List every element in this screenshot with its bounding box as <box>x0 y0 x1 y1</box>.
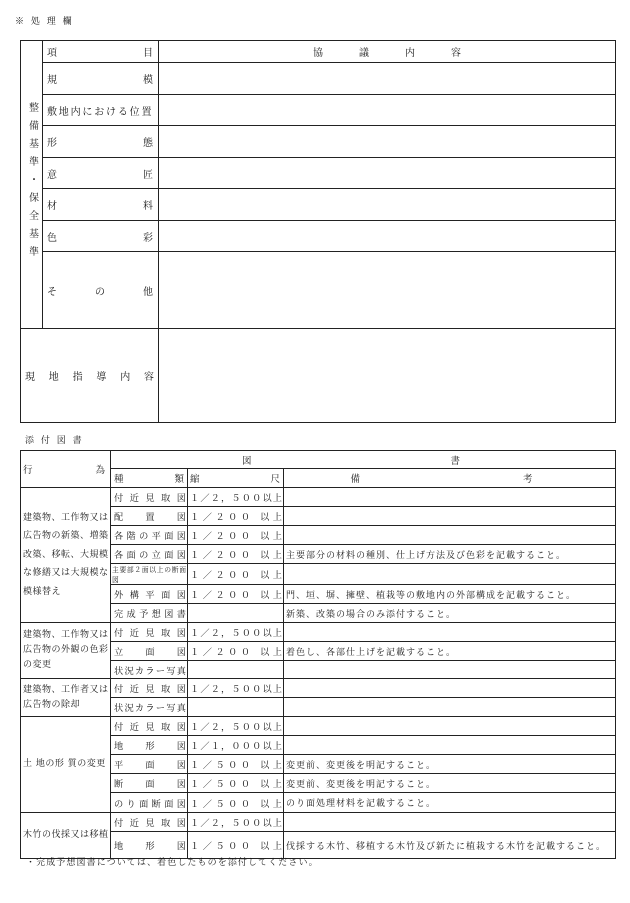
note-text: 伐採する木竹、移植する木竹及び新たに植栽する木竹を記載すること。 <box>286 841 607 852</box>
doc-type-cell <box>111 545 188 564</box>
table-row <box>21 661 616 679</box>
action-line: 建築物、工作物又は <box>23 512 109 523</box>
scale-cell <box>188 774 284 793</box>
table-row <box>21 507 616 526</box>
note-cell <box>284 793 616 813</box>
action-line: 模様替え <box>23 586 62 597</box>
doc-type: 状況カラー写真 <box>114 703 186 714</box>
doc-type-cell <box>111 717 188 736</box>
scale: １／１，０００以上 <box>190 741 282 752</box>
scale-cell <box>188 585 284 604</box>
note-cell <box>284 774 616 793</box>
category-label: 整備基準・保全基準 <box>26 102 38 264</box>
action-line: な修繕又は大規模な <box>23 568 109 579</box>
doc-type-cell <box>111 488 188 507</box>
scale: １／２，５００以上 <box>190 818 282 829</box>
scale: １／２，５００以上 <box>190 493 282 504</box>
note-cell <box>284 642 616 661</box>
action-cell <box>21 679 111 717</box>
processing-table <box>20 40 616 423</box>
scale: １／２００ 以上 <box>190 550 282 561</box>
scale: １／２００ 以上 <box>190 531 282 542</box>
header-type-cell <box>111 469 188 488</box>
doc-type-cell <box>111 604 188 623</box>
attachments-table <box>20 450 616 859</box>
action-line: 建築物、工作物又は <box>23 630 109 640</box>
note-cell <box>284 717 616 736</box>
header-content-cell <box>159 41 616 63</box>
content-cell <box>159 189 616 221</box>
table-row <box>21 604 616 623</box>
scale: １／５００ 以上 <box>190 779 282 790</box>
item-cell <box>43 158 159 189</box>
doc-type: 地 形 図 <box>114 741 186 752</box>
item-cell <box>43 252 159 329</box>
doc-type-cell <box>111 679 188 698</box>
action-line: の変更 <box>23 660 52 670</box>
item-label: 形 態 <box>47 138 153 149</box>
header-item-cell <box>43 41 159 63</box>
scale-cell <box>188 832 284 859</box>
scale: １／５００ 以上 <box>190 760 282 771</box>
scale-cell <box>188 642 284 661</box>
table-row <box>21 736 616 755</box>
attachments-section-title: 添 付 図 書 <box>25 436 84 446</box>
note-cell <box>284 526 616 545</box>
scale-cell <box>188 736 284 755</box>
doc-type: 主要部２面以上の断面図 <box>112 566 186 584</box>
doc-type-cell <box>111 661 188 679</box>
footnote: ・完成予想図書については、着色したものを添付してください。 <box>26 858 319 868</box>
note-cell <box>284 679 616 698</box>
doc-type: 各 面 の 立 面 図 <box>114 550 186 561</box>
header-content: 協 議 内 容 <box>313 48 461 59</box>
table-row <box>21 793 616 813</box>
action-line: 木竹の伐採又は移植 <box>23 830 109 840</box>
doc-type-cell <box>111 526 188 545</box>
doc-type-cell <box>111 774 188 793</box>
scale: １／２，５００以上 <box>190 684 282 695</box>
table-row <box>21 564 616 585</box>
note-cell <box>284 507 616 526</box>
doc-type: 外 構 平 面 図 <box>114 590 186 601</box>
note-cell <box>284 585 616 604</box>
doc-type: 付 近 見 取 図 <box>114 818 186 829</box>
header-scale-cell <box>188 469 284 488</box>
doc-type: 付 近 見 取 図 <box>114 684 186 695</box>
note-cell <box>284 698 616 717</box>
action-line: 改築、移転、大規模 <box>23 549 109 560</box>
note-text: 変更前、変更後を明記すること。 <box>286 779 437 790</box>
action-line: 土 地の形 質の変更 <box>23 759 106 769</box>
scale-cell <box>188 698 284 717</box>
table-row <box>21 774 616 793</box>
onsite-cell <box>21 329 159 423</box>
scale: １／５００ 以上 <box>190 841 282 852</box>
note-cell <box>284 813 616 832</box>
scale-cell <box>188 755 284 774</box>
note-text: 新築、改築の場合のみ添付すること。 <box>286 609 457 620</box>
action-cell <box>21 813 111 859</box>
table-row <box>21 545 616 564</box>
item-label: 規 模 <box>47 75 153 86</box>
processing-section-title: ※ 処 理 欄 <box>15 17 74 27</box>
doc-type: の り 面 断 面 図 <box>114 798 186 810</box>
doc-type-cell <box>111 736 188 755</box>
scale-cell <box>188 526 284 545</box>
doc-type-cell <box>111 623 188 642</box>
doc-type: 状況カラー写真 <box>114 665 186 677</box>
action-cell <box>21 623 111 679</box>
action-line: 広告物の除却 <box>23 699 81 710</box>
doc-type-cell <box>111 793 188 813</box>
doc-type: 断 面 図 <box>114 779 186 790</box>
doc-type-cell <box>111 564 188 585</box>
header-action: 行 為 <box>23 465 105 476</box>
scale: １／２００ 以上 <box>190 570 282 581</box>
scale-cell <box>188 488 284 507</box>
note-cell <box>284 661 616 679</box>
table-row <box>21 642 616 661</box>
onsite-label: 現 地 指 導 内 容 <box>25 372 154 383</box>
table-row <box>21 623 616 642</box>
item-cell <box>43 126 159 158</box>
scale-cell <box>188 717 284 736</box>
scale: １／２，５００以上 <box>190 722 282 733</box>
scale-cell <box>188 813 284 832</box>
doc-type: 各 階 の 平 面 図 <box>114 531 186 542</box>
table-row <box>21 488 616 507</box>
action-line: 広告物の新築、増築 <box>23 531 109 542</box>
note-cell <box>284 604 616 623</box>
doc-type: 付 近 見 取 図 <box>114 493 186 504</box>
item-label: 色 彩 <box>47 232 153 244</box>
scale-cell <box>188 604 284 623</box>
note-cell <box>284 564 616 585</box>
item-cell <box>43 189 159 221</box>
content-cell <box>159 252 616 329</box>
note-cell <box>284 488 616 507</box>
table-row <box>21 526 616 545</box>
note-cell <box>284 832 616 859</box>
doc-type: 立 面 図 <box>114 647 186 658</box>
table-row <box>21 755 616 774</box>
item-label: 意 匠 <box>47 169 153 181</box>
scale-cell <box>188 507 284 526</box>
header-note-cell <box>284 469 616 488</box>
note-cell <box>284 736 616 755</box>
action-line: 広告物の外観の色彩 <box>23 645 109 655</box>
action-line: 建築物、工作者又は <box>23 684 109 695</box>
action-cell <box>21 717 111 813</box>
doc-type-cell <box>111 813 188 832</box>
scale-cell <box>188 564 284 585</box>
item-cell <box>43 95 159 126</box>
content-cell <box>159 95 616 126</box>
table-row <box>21 717 616 736</box>
header-item: 項 目 <box>47 48 153 59</box>
doc-type-cell <box>111 642 188 661</box>
onsite-content-cell <box>159 329 616 423</box>
note-text: 着色し、各部仕上げを記載すること。 <box>286 647 457 658</box>
doc-type: 地 形 図 <box>114 841 186 852</box>
header-action-cell <box>21 451 111 488</box>
header-scale: 縮 尺 <box>190 474 280 485</box>
note-cell <box>284 623 616 642</box>
scale: １／２００ 以上 <box>190 512 282 523</box>
scale: １／５００ 以上 <box>190 798 282 810</box>
scale-cell <box>188 679 284 698</box>
header-note: 備 考 <box>350 474 533 485</box>
doc-type-cell <box>111 755 188 774</box>
doc-type-cell <box>111 507 188 526</box>
action-cell <box>21 488 111 623</box>
doc-type-cell <box>111 698 188 717</box>
item-cell <box>43 63 159 95</box>
scale-cell <box>188 661 284 679</box>
scale: １／２００ 以上 <box>190 590 282 601</box>
scale: １／２，５００以上 <box>190 628 282 639</box>
scale-cell <box>188 545 284 564</box>
scale-cell <box>188 623 284 642</box>
doc-type: 付 近 見 取 図 <box>114 722 186 733</box>
doc-type: 付 近 見 取 図 <box>114 628 186 639</box>
doc-type-cell <box>111 832 188 859</box>
note-cell <box>284 545 616 564</box>
content-cell <box>159 126 616 158</box>
note-cell <box>284 755 616 774</box>
scale-cell <box>188 793 284 813</box>
category-cell <box>21 41 43 329</box>
content-cell <box>159 221 616 252</box>
doc-type: 完 成 予 想 図 書 <box>114 609 186 620</box>
doc-type: 平 面 図 <box>114 760 186 771</box>
note-text: 門、垣、塀、擁壁、植栽等の敷地内の外部構成を記載すること。 <box>286 590 577 601</box>
table-row <box>21 832 616 859</box>
item-label: 材 料 <box>47 201 153 212</box>
item-label: そ の 他 <box>47 286 153 298</box>
doc-type: 配 置 図 <box>114 512 186 523</box>
table-row <box>21 813 616 832</box>
scale: １／２００ 以上 <box>190 647 282 658</box>
table-row <box>21 698 616 717</box>
content-cell <box>159 63 616 95</box>
header-docs: 図 書 <box>242 455 460 467</box>
note-text: 主要部分の材料の種別、仕上げ方法及び色彩を記載すること。 <box>286 550 567 561</box>
content-cell <box>159 158 616 189</box>
header-docs-cell <box>111 451 616 469</box>
header-type: 種 類 <box>114 474 184 485</box>
item-cell <box>43 221 159 252</box>
table-row <box>21 585 616 604</box>
item-label: 敷地内における位置 <box>47 106 153 118</box>
note-text: 変更前、変更後を明記すること。 <box>286 760 437 771</box>
note-text: のり面処理材料を記載すること。 <box>286 799 437 809</box>
doc-type-cell <box>111 585 188 604</box>
table-row <box>21 679 616 698</box>
